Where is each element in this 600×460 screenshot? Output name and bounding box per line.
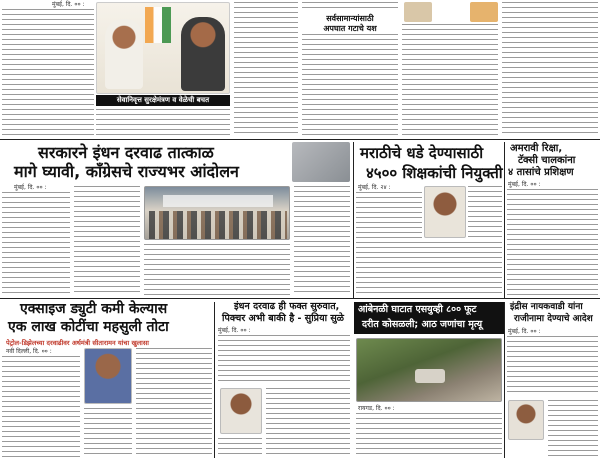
story3-headline-1: अमरावी रिक्षा, bbox=[510, 143, 563, 154]
column-3-subhead-2: अपघात गटाचे यश bbox=[323, 24, 377, 33]
top-left-article-text bbox=[2, 9, 94, 137]
story6-body bbox=[356, 413, 502, 458]
story5-dateline: मुंबई, दि. ०० : bbox=[218, 327, 251, 334]
column-3-text-top bbox=[302, 2, 398, 12]
top-right-thumb-2 bbox=[470, 2, 498, 22]
story7-body-top bbox=[507, 336, 598, 396]
divider-story3-left bbox=[504, 142, 505, 298]
story4-headline-2: एक लाख कोटींचा महसुली तोटा bbox=[8, 319, 169, 335]
story1-thumb bbox=[292, 142, 350, 182]
column-3-text bbox=[302, 34, 398, 137]
portrait-right bbox=[181, 17, 225, 91]
story3-dateline: मुंबई, दि. ०० : bbox=[508, 181, 541, 188]
top-mid-article-text bbox=[96, 109, 230, 137]
story4-dateline: नवी दिल्ली, दि. ०० : bbox=[6, 348, 52, 355]
story1-photo-text bbox=[144, 244, 290, 296]
column-5-text bbox=[502, 2, 598, 137]
story4-column-2 bbox=[84, 408, 132, 458]
story6-headline-2: दरीत कोसळली; आठ जणांचा मृत्यू bbox=[362, 319, 483, 330]
story1-headline-1: सरकारने इंधन दरवाढ तात्काळ bbox=[38, 143, 214, 162]
story1-headline-2: मागे घ्यावी, काँग्रेसचे राज्यभर आंदोलन bbox=[14, 162, 239, 181]
story7-dateline: मुंबई, दि. ०० : bbox=[508, 328, 541, 335]
flag-image bbox=[145, 7, 171, 43]
divider-story2-left bbox=[353, 142, 354, 298]
story3-headline-2: टॅक्सी चालकांना bbox=[518, 155, 576, 166]
story4-column-1 bbox=[2, 356, 80, 458]
story2-headline-2: ४५०० शिक्षकांची नियुक्ती bbox=[366, 164, 503, 182]
story5-body-top bbox=[218, 335, 350, 385]
story1-dateline: मुंबई, दि. ०० : bbox=[14, 184, 47, 191]
story7-portrait bbox=[508, 400, 544, 440]
story6-photo bbox=[356, 338, 502, 402]
column-3-subhead: सर्वसामान्यांसाठी bbox=[326, 14, 374, 23]
top-right-thumb-1 bbox=[404, 2, 432, 22]
story4-headline-1: एक्साइज ड्युटी कमी केल्यास bbox=[20, 301, 168, 317]
story2-column-2 bbox=[468, 186, 502, 238]
story5-headline-2: पिक्चर अभी बाकी है - सुप्रिया सुळे bbox=[222, 313, 344, 324]
story3-body bbox=[507, 189, 598, 296]
portrait-left bbox=[105, 19, 143, 89]
story5-body-left bbox=[218, 438, 262, 458]
story1-column-4 bbox=[294, 186, 350, 296]
divider-story7-left bbox=[504, 302, 505, 458]
story2-column-1 bbox=[356, 192, 422, 238]
story1-column-1 bbox=[2, 192, 70, 296]
story2-portrait bbox=[424, 186, 466, 238]
divider-top bbox=[0, 139, 600, 140]
story4-subhead: पेट्रोल-डिझेलच्या दरवाढीवर अर्थमंत्री सीतारामन यांचा खुलासा bbox=[6, 339, 149, 347]
column-4-text bbox=[402, 24, 498, 137]
story7-headline-2: राजीनामा देण्याचे आदेश bbox=[514, 314, 593, 324]
story2-headline-1: मराठीचे धडे देण्यासाठी bbox=[360, 144, 484, 162]
story7-body-bottom bbox=[548, 400, 598, 458]
story5-portrait bbox=[220, 388, 262, 434]
story7-headline-1: इंद्रीस नायकवाडी यांना bbox=[510, 302, 583, 312]
photo-caption: सेवानिवृत्त सुरक्षेमंत्रण व वेळेची बचत bbox=[96, 95, 230, 106]
story4-portrait bbox=[84, 348, 132, 404]
story1-column-2 bbox=[74, 186, 140, 296]
story4-column-3 bbox=[136, 348, 212, 458]
story1-protest-photo bbox=[144, 186, 290, 240]
protest-banner bbox=[163, 195, 273, 207]
story6-dateline: रायगड, दि. ०० : bbox=[358, 405, 395, 412]
leaders-photo bbox=[96, 2, 230, 94]
story6-headline-1: आंबेनळी घाटात एसयुव्ही ८०० फूट bbox=[358, 304, 477, 315]
story5-headline-1: इंधन दरवाढ ही फक्त सुरुवात, bbox=[234, 301, 340, 312]
story2-dateline: मुंबई, दि. २४ : bbox=[358, 184, 391, 191]
column-2-text bbox=[234, 2, 298, 137]
divider-middle bbox=[0, 298, 600, 299]
top-left-dateline: मुंबई, दि. ०० : bbox=[52, 1, 85, 8]
protest-crowd bbox=[149, 211, 287, 239]
story2-body bbox=[356, 242, 502, 296]
crashed-vehicle bbox=[415, 369, 445, 383]
divider-story5-left bbox=[214, 302, 215, 458]
top-band bbox=[0, 0, 600, 138]
story3-headline-3: ४ तासांचे प्रशिक्षण bbox=[508, 167, 574, 178]
story5-body-bottom bbox=[266, 388, 350, 458]
